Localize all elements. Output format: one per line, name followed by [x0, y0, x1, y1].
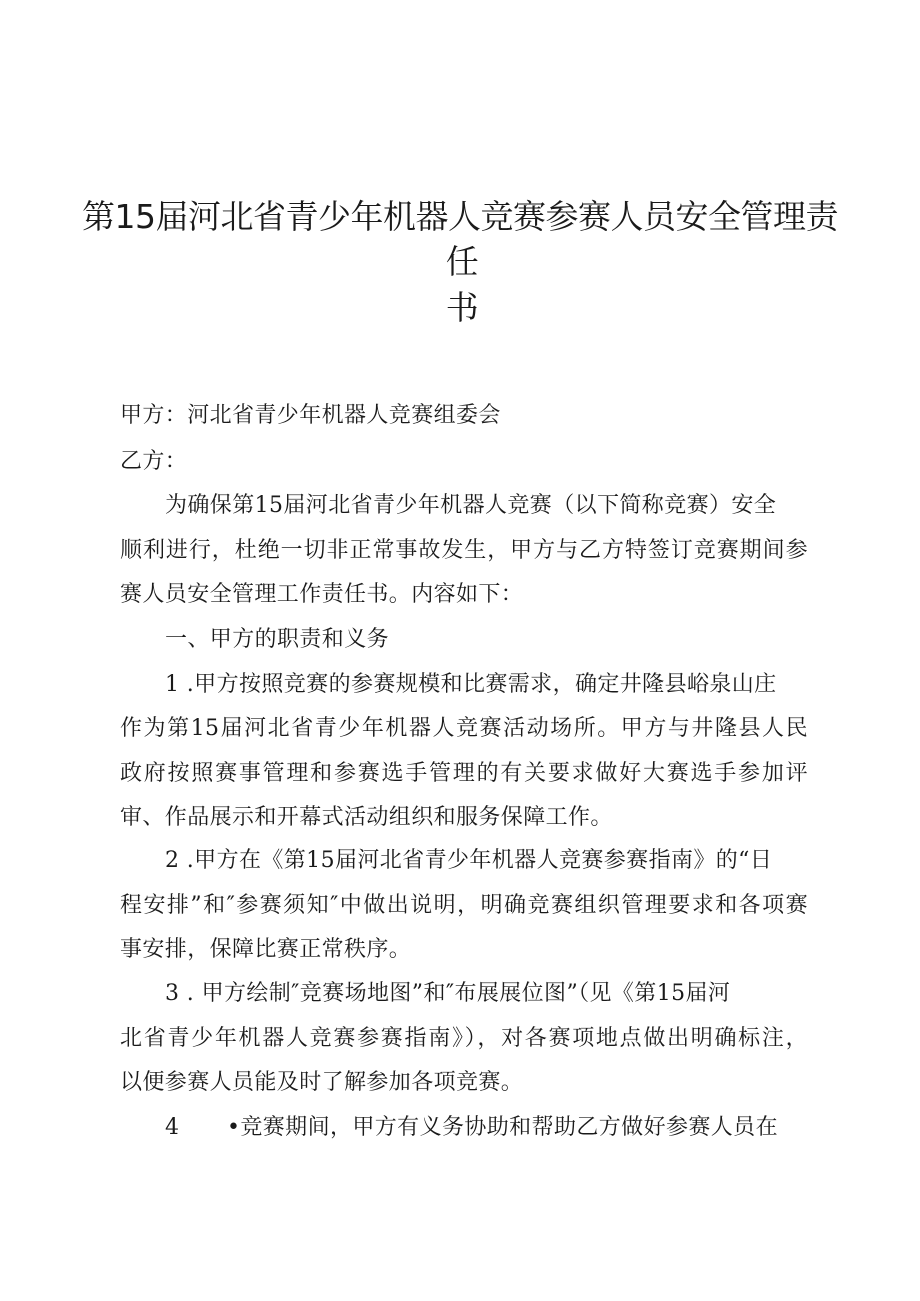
item-4-line-1	[165, 1111, 778, 1145]
item-4-number: 4	[165, 1115, 179, 1140]
intro-line-3: 赛人员安全管理工作责任书。内容如下：	[120, 582, 524, 607]
item-1-line-3: 政府按照赛事管理和参赛选手管理的有关要求做好大赛选手参加评	[120, 761, 808, 786]
item-1-line-1: 1 .甲方按照竞赛的参赛规模和比赛需求，确定井隆县峪泉山庄	[165, 672, 777, 697]
item-1-line-2: 作为第15届河北省青少年机器人竞赛活动场所。甲方与井隆县人民	[120, 716, 808, 741]
item-2-line-2: 程安排”和″参赛须知″中做出说明，明确竞赛组织管理要求和各项赛	[120, 893, 808, 918]
item-3-line-3: 以便参赛人员能及时了解参加各项竞赛。	[120, 1070, 524, 1095]
intro-line-2: 顺利进行，杜绝一切非正常事故发生，甲方与乙方特签订竞赛期间参	[120, 538, 808, 563]
document-title-line-3: 书	[445, 288, 479, 327]
item-3-line-1: 3 . 甲方绘制″竞赛场地图”和″布展展位图”（见《第15届河	[165, 981, 731, 1006]
item-1-line-4: 审、作品展示和开幕式活动组织和服务保障工作。	[120, 805, 613, 830]
intro-line-1: 为确保第15届河北省青少年机器人竞赛（以下简称竞赛）安全	[165, 493, 777, 518]
item-3-line-2: 北省青少年机器人竞赛参赛指南》），对各赛项地点做出明确标注，	[120, 1026, 808, 1051]
document-title-line-1: 第15届河北省青少年机器人竞赛参赛人员安全管理责	[82, 197, 838, 236]
section-1-heading: 一、甲方的职责和义务	[165, 627, 390, 652]
party-a: 甲方：河北省青少年机器人竞赛组委会	[120, 403, 501, 428]
item-2-line-1: 2 .甲方在《第15届河北省青少年机器人竞赛参赛指南》的“日	[165, 848, 773, 873]
item-2-line-3: 事安排，保障比赛正常秩序。	[120, 937, 412, 962]
document-title-line-2: 任	[445, 242, 479, 281]
party-b: 乙方：	[120, 449, 188, 474]
item-4-text: •竞赛期间，甲方有义务协助和帮助乙方做好参赛人员在	[227, 1115, 778, 1140]
